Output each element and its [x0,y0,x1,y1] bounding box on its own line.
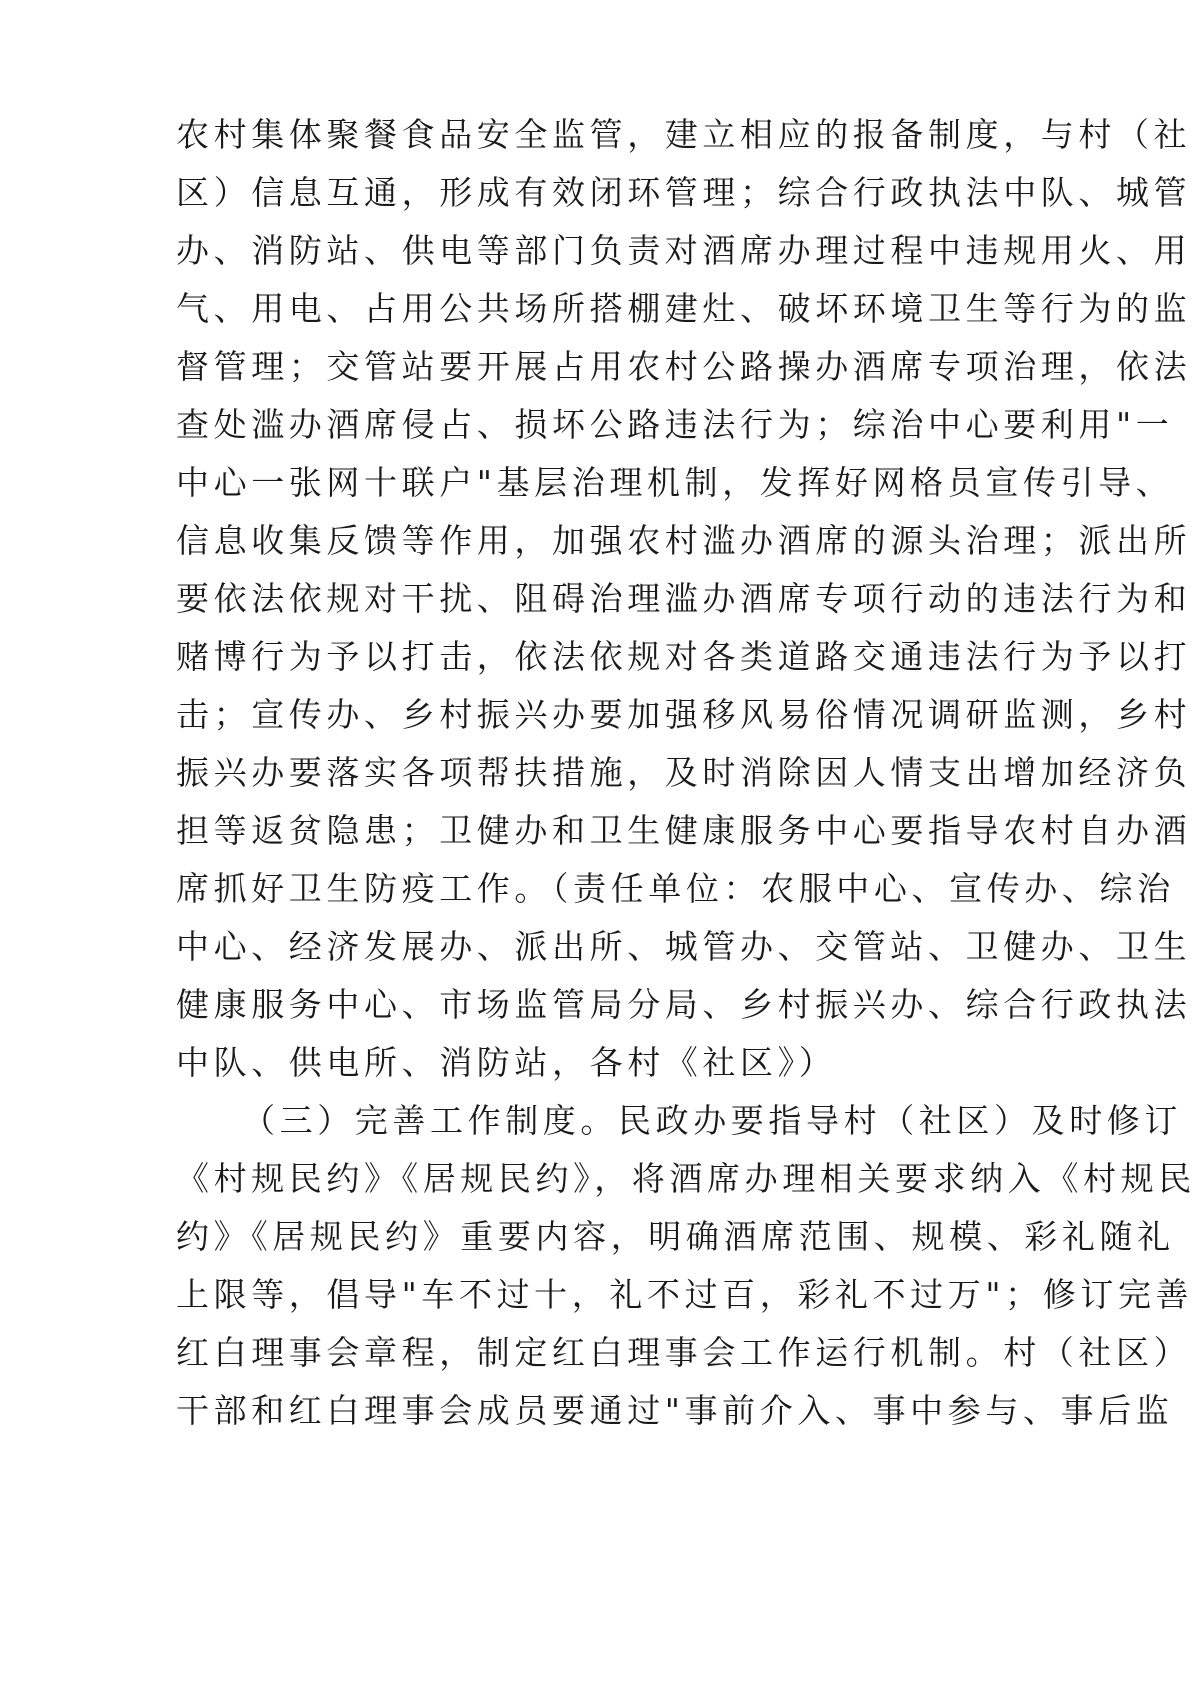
text-line: 信息收集反馈等作用，加强农村滥办酒席的源头治理；派出所 [176,521,1192,560]
text-line: 赌博行为予以打击，依法依规对各类道路交通违法行为予以打 [176,637,1192,676]
text-line: 担等返贫隐患；卫健办和卫生健康服务中心要指导农村自办酒 [176,811,1192,850]
text-line: 农村集体聚餐食品安全监管，建立相应的报备制度，与村（社 [176,115,1192,154]
text-line: 查处滥办酒席侵占、损坏公路违法行为；综治中心要利用"一 [176,405,1174,444]
text-line: 办、消防站、供电等部门负责对酒席办理过程中违规用火、用 [176,231,1192,270]
text-line: 击；宣传办、乡村振兴办要加强移风易俗情况调研监测，乡村 [176,695,1192,734]
text-line: 红白理事会章程，制定红白理事会工作运行机制。村（社区） [176,1333,1192,1372]
text-line: 席抓好卫生防疫工作。（责任单位：农服中心、宣传办、综治 [176,869,1175,908]
text-line: 区）信息互通，形成有效闭环管理；综合行政执法中队、城管 [176,173,1192,212]
text-line: 健康服务中心、市场监管局分局、乡村振兴办、综合行政执法 [176,985,1192,1024]
text-line: 《村规民约》《居规民约》，将酒席办理相关要求纳入《村规民 [176,1159,1196,1198]
paragraph-heading-line: （三）完善工作制度。民政办要指导村（社区）及时修订 [242,1101,1182,1140]
text-line: 中心一张网十联户"基层治理机制，发挥好网格员宣传引导、 [176,463,1174,502]
body-text [176,106,1196,1440]
text-line: 气、用电、占用公共场所搭棚建灶、破坏环境卫生等行为的监 [176,289,1192,328]
text-line: 上限等，倡导"车不过十，礼不过百，彩礼不过万"；修订完善 [176,1275,1194,1314]
text-line: 督管理；交管站要开展占用农村公路操办酒席专项治理，依法 [176,347,1192,386]
text-line: 中心、经济发展办、派出所、城管办、交管站、卫健办、卫生 [176,927,1192,966]
text-line: 中队、供电所、消防站，各村《社区》） [176,1043,837,1082]
text-line: 要依法依规对干扰、阻碍治理滥办酒席专项行动的违法行为和 [176,579,1192,618]
text-line: 振兴办要落实各项帮扶措施，及时消除因人情支出增加经济负 [176,753,1192,792]
text-line: 干部和红白理事会成员要通过"事前介入、事中参与、事后监 [176,1391,1174,1430]
text-line: 约》《居规民约》重要内容，明确酒席范围、规模、彩礼随礼 [176,1217,1175,1256]
